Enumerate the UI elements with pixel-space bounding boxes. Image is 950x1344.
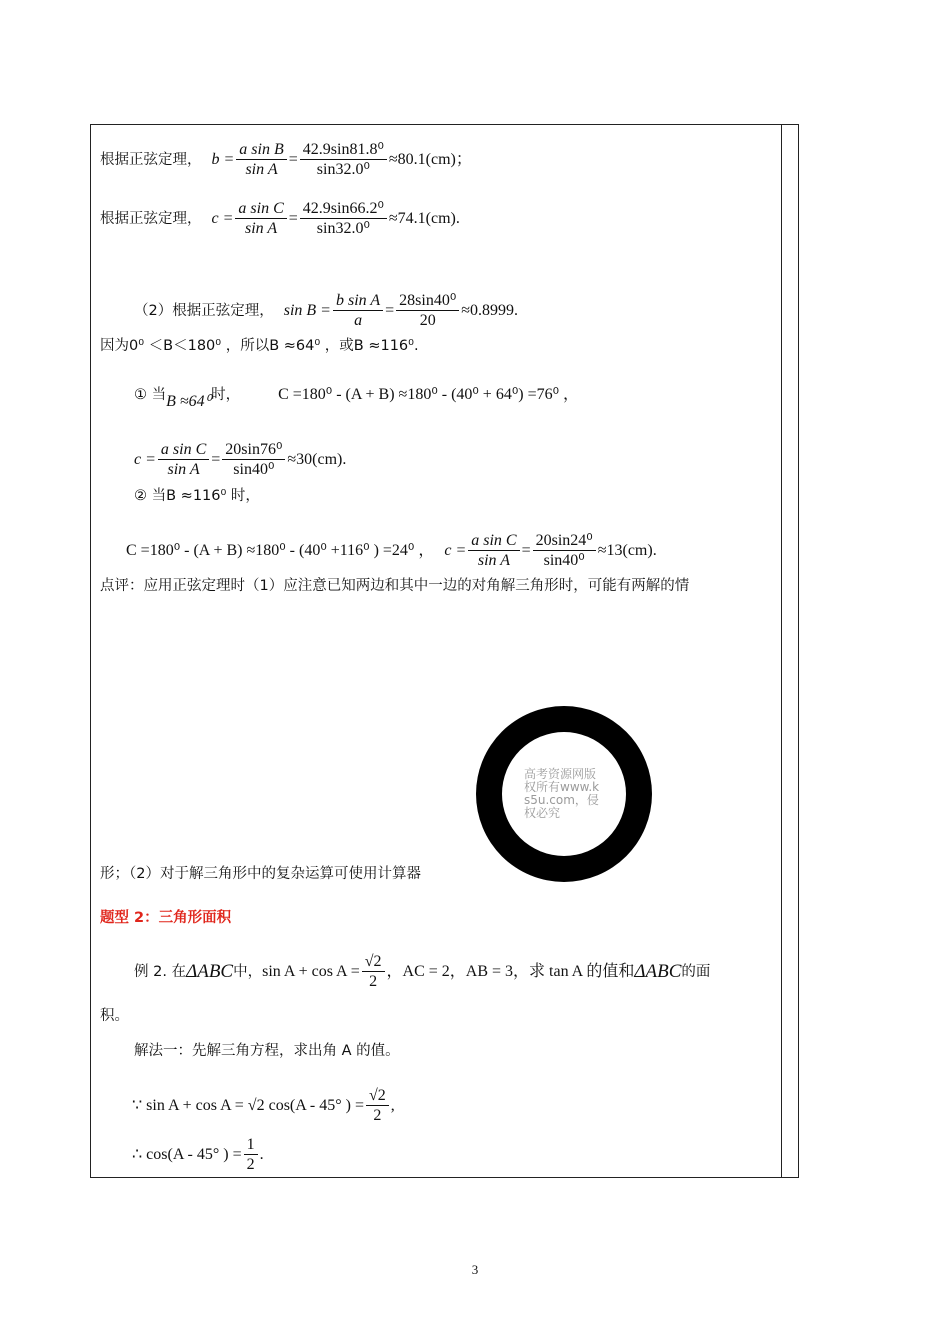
- watermark-seal: 高考资源网版权所有www.ks5u.com，侵权必究: [476, 706, 652, 882]
- solution-line: 解法一：先解三角方程，求出角 A 的值。: [134, 1043, 400, 1059]
- fraction: $\frac{\text{28sin40⁰}}{20}$: [396, 291, 459, 330]
- equation-line-cos: ∴ cos(A - 45° ) = $\frac{1}{2}$ .: [132, 1136, 264, 1173]
- section-heading: 题型 2：三角形面积: [100, 910, 232, 926]
- fraction: $\frac{\text{a sin C}}{\text{sin A}}$: [235, 199, 286, 238]
- case-two-line: ② 当B ≈116⁰ 时，: [134, 488, 260, 504]
- fraction: $\frac{\text{a sin C}}{\text{sin A}}$: [158, 440, 209, 479]
- fraction: $\frac{\text{a sin B}}{\text{sin A}}$: [236, 140, 286, 179]
- fraction: $\frac{\text{20sin76⁰}}{\text{sin40⁰}}$: [222, 440, 285, 479]
- equation-line-c1: c = $\frac{\text{a sin C}}{\text{sin A}}$ = $\frac{\text{20sin76⁰}}{\text{sin40⁰}}$ ≈30(cm).: [134, 441, 347, 478]
- equation-line-c: 根据正弦定理， c = $\frac{\text{a sin C}}{\text{sin A}}$ = $\frac{\text{42.9sin66.2⁰}}{\text{sin32.0⁰}}$ ≈74.1(cm).: [100, 200, 460, 237]
- equation-line-c2: C =180⁰ - (A + B) ≈180⁰ - (40⁰ +116⁰ ) =24⁰ ， c = $\frac{\text{a sin C}}{\text{sin A}}$ = $\frac{\text{20sin24⁰}}{\text{sin40⁰}}$ ≈13(cm).: [126, 532, 657, 569]
- fraction: $\frac{1}{2}$: [244, 1135, 258, 1174]
- table-frame: [90, 124, 799, 1178]
- text-line: 积。: [100, 1008, 129, 1024]
- fraction: $\frac{\text{20sin24⁰}}{\text{sin40⁰}}$: [533, 531, 596, 570]
- equation-line-b: 根据正弦定理， b = $\frac{\text{a sin B}}{\text{sin A}}$ = $\frac{\text{42.9sin81.8⁰}}{\text{sin32.0⁰}}$ ≈80.1(cm)；: [100, 141, 472, 178]
- case-one-line: ① 当 B ≈64⁰ 时， C =180⁰ - (A + B) ≈180⁰ - (40⁰ + 64⁰) =76⁰ ，: [134, 386, 580, 410]
- equation-line-sinB: （2）根据正弦定理， sin B = $\frac{\text{b sin A}}{a}$ = $\frac{\text{28sin40⁰}}{20}$ ≈0.8999.: [134, 292, 519, 329]
- fraction: $\frac{\text{42.9sin81.8⁰}}{\text{sin32.0⁰}}$: [300, 140, 387, 179]
- page-number: 3: [471, 1262, 479, 1277]
- equation-line-trig: ∵ sin A + cos A = √2 cos(A - 45° ) = $\frac{√2}{2}$ ,: [132, 1087, 395, 1124]
- comment-line: 点评：应用正弦定理时（1）应注意已知两边和其中一边的对角解三角形时，可能有两解的情: [100, 578, 690, 594]
- fraction: $\frac{√2}{2}$: [366, 1086, 389, 1125]
- example-line: 例 2. 在 ΔABC 中， sin A + cos A = $\frac{√2}{2}$ ，AC = 2，AB = 3，求 tan A 的值和 ΔABC 的面: [134, 953, 711, 990]
- fraction: $\frac{\text{42.9sin66.2⁰}}{\text{sin32.0⁰}}$: [300, 199, 387, 238]
- table-column-divider: [781, 124, 782, 1178]
- comment-line-cont: 形；（2）对于解三角形中的复杂运算可使用计算器: [100, 866, 421, 882]
- fraction: $\frac{√2}{2}$: [362, 952, 385, 991]
- fraction: $\frac{\text{a sin C}}{\text{sin A}}$: [468, 531, 519, 570]
- fraction: $\frac{\text{b sin A}}{a}$: [333, 291, 383, 330]
- text-line: 因为0⁰ ＜B＜180⁰ ，所以B ≈64⁰ ，或B ≈116⁰.: [100, 338, 419, 354]
